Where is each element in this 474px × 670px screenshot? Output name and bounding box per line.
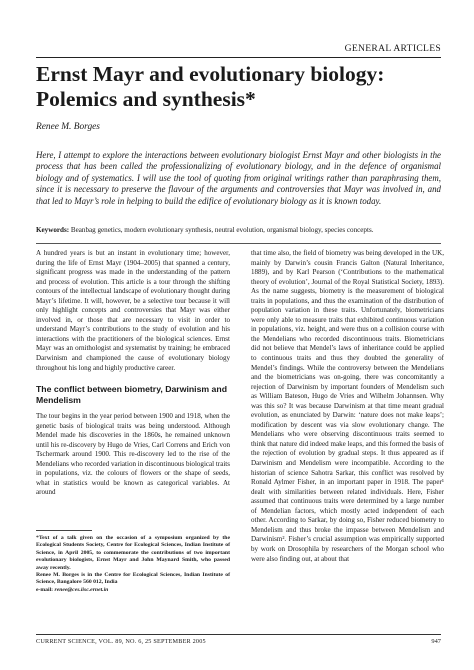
keywords-text: Beanbag genetics, modern evolutionary synthesis, neutral evolution, organismal biology, species concepts. — [70, 226, 374, 234]
section-label: GENERAL ARTICLES — [344, 43, 441, 54]
footnote-affiliation: Renee M. Borges is in the Centre for Ecological Sciences, Indian Institute of Science, Bangalore 560 012, India — [36, 572, 230, 586]
footnote-divider — [36, 530, 92, 531]
right-column — [251, 249, 444, 564]
abstract: Here, I attempt to explore the interactions between evolutionary biologist Ernst Mayr and other biologists in the process that has been called the professionalizing of evolutionary biology, and in the defence of organismal biology and of systematics. I will use the tool of quoting from original writings rather than paraphrasing them, since it is necessary to preserve the flavour of the arguments and controversies that Mayr was involved in, and that led to Mayr’s role in helping to build the edifice of evolutionary biology as it is known today. — [36, 150, 441, 206]
author-email: renee@ces.iisc.ernet.in — [54, 586, 109, 593]
footnote-symposium: *Text of a talk given on the occasion of a symposium organized by the Ecological Students Society, Centre for Ecological Sciences, Indian Institute of Science, in April 2005, to commemorate the contributions of two important evolutionary biologists, Ernst Mayr and John Maynard Smith, who passed away recently. — [36, 535, 230, 571]
footer-divider — [36, 634, 441, 635]
keywords-divider — [36, 243, 441, 244]
journal-citation: CURRENT SCIENCE, VOL. 89, NO. 6, 25 SEPTEMBER 2005 — [36, 638, 206, 645]
author-name: Renee M. Borges — [36, 122, 100, 132]
keywords — [36, 226, 441, 235]
footnote — [36, 535, 230, 594]
footnote-email-label: e-mail: — [36, 586, 55, 593]
header-divider — [36, 57, 441, 58]
page-number: 947 — [431, 638, 441, 645]
keywords-label: Keywords: — [36, 226, 70, 234]
left-column — [36, 249, 230, 498]
section-heading: The conflict between biometry, Darwinism and Mendelism — [36, 384, 227, 405]
intro-paragraph: A hundred years is but an instant in evolutionary time; however, during the life of Ernst Mayr (1904–2005) that spanned a century, significant progress was made in the understanding of the pattern and process of evolution. This article is a tour through the shifting contours of the intellectual landscape of evolutionary thought during Mayr’s lifetime. It will, however, be a selective tour because it will only highlight concepts and controversies that Mayr was either involved in, or those that are necessary to visit in order to understand Mayr’s contributions to the study of evolution and his interactions with the practitioners of the biological sciences. Ernst Mayr was an ornithologist and systematist by training; he embraced Darwinism and championed the cause of evolutionary biology throughout his long and highly productive career. — [36, 249, 230, 372]
section-paragraph: The tour begins in the year period between 1900 and 1918, when the genetic basis of biological traits was being understood. Although Mendel made his discoveries in the 1860s, he remained unknown until his re-discovery by Hugo de Vries, Carl Correns and Erich von Tschermark around 1900. This re-discovery led to the rise of the Mendelians who recorded variation in discontinuous biological traits in populations, viz. the colours of flowers or the shape of seeds, what in statistics would be known as categorical variables. At around — [36, 412, 230, 497]
right-paragraph: that time also, the field of biometry was being developed in the UK, mainly by Darwin’s cousin Francis Galton (Natural Inheritance, 1889), and by Karl Pearson (‘Contributions to the mathematical theory of evolution’, Journal of the Royal Statistical Society, 1893). As the name suggests, biometry is the measurement of biological traits in populations, and thus the examination of the distribution of population variation in these traits. Unfortunately, biometricians were only able to measure traits that exhibited continuous variation in populations, viz. height, and were thus on a collision course with the Mendelians who recorded discontinuous traits. Biometricians did not believe that Mendel’s laws of inheritance could be applied to continuous traits and thus they doubted the generality of Mendel’s findings. While the controversy between the Mendelians and the biometricians was on-going, there was concomitantly a rejection of Darwinism by important founders of Mendelism such as William Bateson, Hugo de Vries and Wilhelm Johannsen. Why was this so? It was because Darwinism at that time meant gradual evolution, as enunciated by Darwin: ‘nature does not make leaps’; modification by descent was via slow evolutionary change. The Mendelians who were observing discontinuous traits seemed to think that nature did indeed make leaps, and this formed the basis of the rejection of evolution by gradual steps. It thus appeared as if Darwinism and Mendelism were incompatible. According to the historian of science Sahotra Sarkar, this conflict was resolved by Ronald Aylmer Fisher, in an important paper in 1918. The paper¹ dealt with similarities between related individuals. Here, Fisher assumed that continuous traits were determined by a large number of Mendelian factors, which mostly acted independent of each other. According to Sarkar, by doing so, Fisher reduced biometry to Mendelism and thus broke the impasse between Mendelism and Darwinism². Fisher’s crucial assumption was empirically supported by work on Drosophila by researchers of the Morgan school who were also finding out, at about that — [251, 249, 444, 563]
article-title: Ernst Mayr and evolutionary biology: Polemics and synthesis* — [36, 62, 385, 111]
